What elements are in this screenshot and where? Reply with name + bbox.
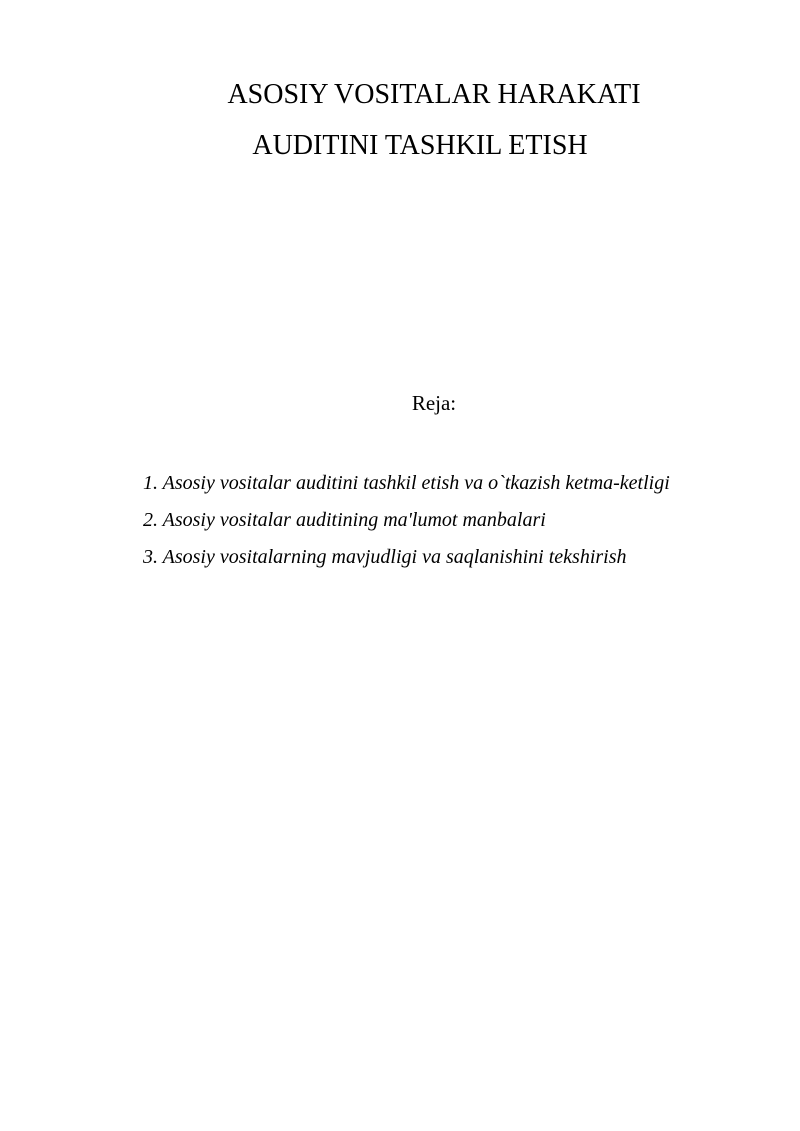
document-title-line-1: ASOSIY VOSITALAR HARAKATI <box>227 79 641 110</box>
plan-item: 3. Asosiy vositalarning mavjudligi va saqlanishini tekshirish <box>143 546 627 568</box>
plan-item: 2. Asosiy vositalar auditining ma'lumot manbalari <box>143 509 546 531</box>
plan-item: 1. Asosiy vositalar auditini tashkil etish va o`tkazish ketma-ketligi <box>143 472 670 494</box>
document-title-line-2: AUDITINI TASHKIL ETISH <box>252 130 588 161</box>
plan-list <box>143 465 670 576</box>
plan-heading: Reja: <box>411 391 457 415</box>
